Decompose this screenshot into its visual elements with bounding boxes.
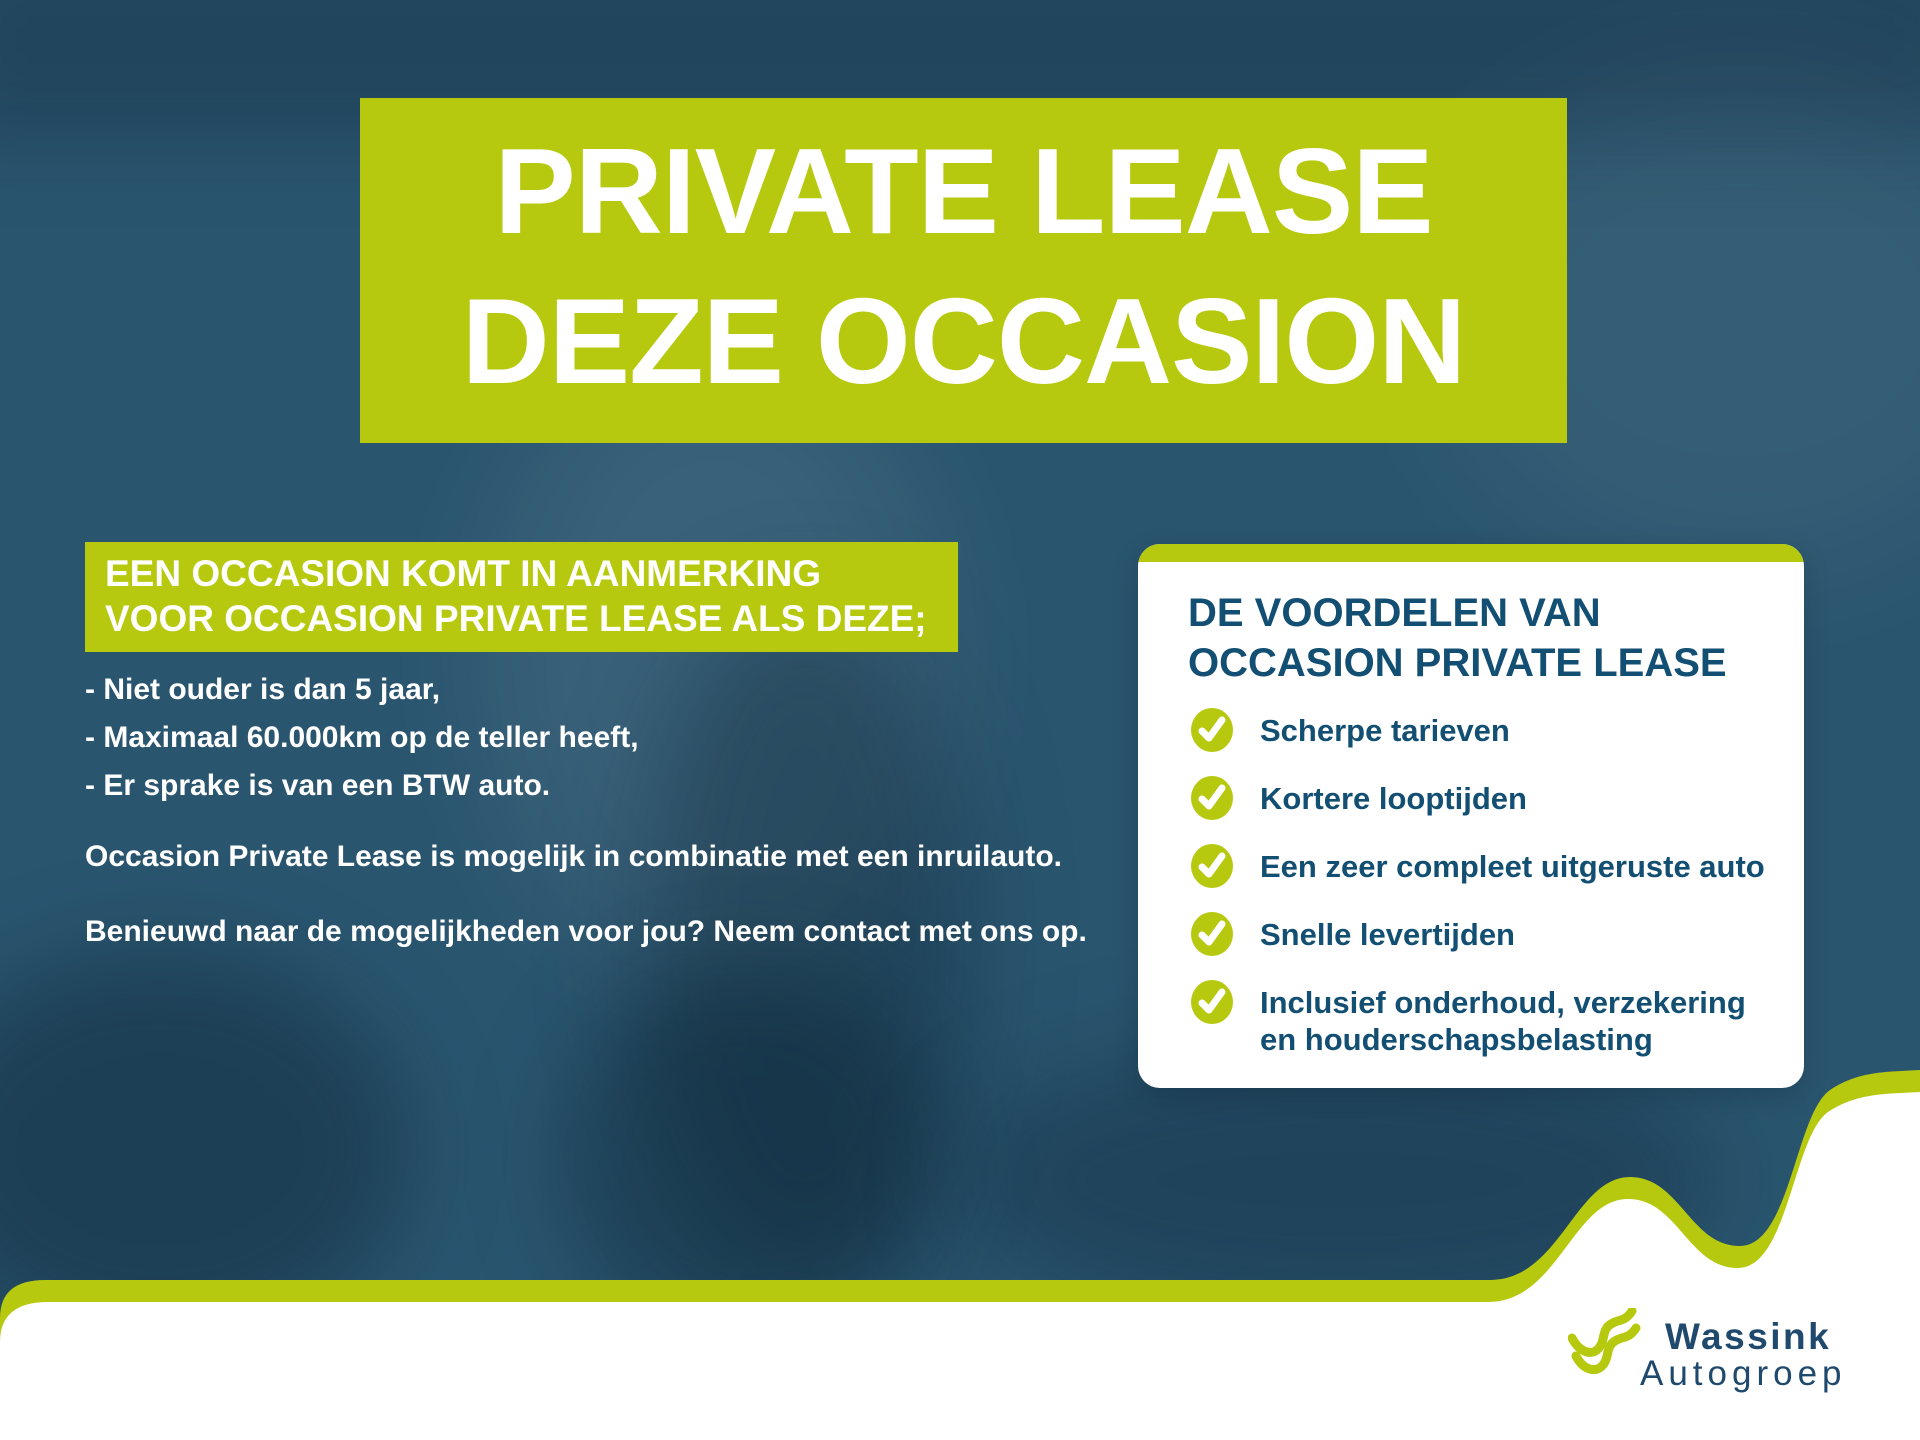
eligibility-heading (85, 542, 958, 652)
card-accent-bar (1138, 544, 1804, 562)
benefit-item (1190, 843, 1765, 889)
contact-note: Benieuwd naar de mogelijkheden voor jou? Neem contact met ons op. (85, 915, 1087, 948)
check-circle-icon (1190, 843, 1234, 889)
benefits-title-line-1: DE VOORDELEN VAN (1188, 591, 1601, 635)
benefit-item (1190, 775, 1527, 821)
title-line-2: DEZE OCCASION (461, 273, 1466, 409)
benefit-item (1190, 911, 1515, 957)
bullet-btw-auto: - Er sprake is van een BTW auto. (85, 769, 551, 802)
eligibility-heading-line-1: EEN OCCASION KOMT IN AANMERKING (105, 553, 822, 594)
title-line-1: PRIVATE LEASE (494, 123, 1433, 259)
bullet-max-age: - Niet ouder is dan 5 jaar, (85, 673, 441, 706)
check-circle-icon (1190, 979, 1234, 1025)
benefit-label: Een zeer compleet uitgeruste auto (1260, 849, 1765, 884)
benefit-label: Snelle levertijden (1260, 917, 1515, 952)
title-banner (360, 98, 1567, 443)
benefit-label: Inclusief onderhoud, verzekering en houderschapsbelasting (1260, 985, 1746, 1057)
benefits-title-line-2: OCCASION PRIVATE LEASE (1188, 641, 1727, 685)
bullet-max-km: - Maximaal 60.000km op de teller heeft, (85, 721, 639, 754)
eligibility-heading-line-2: VOOR OCCASION PRIVATE LEASE ALS DEZE; (105, 598, 927, 639)
wassink-autogroep-logo (1568, 1300, 1920, 1400)
check-circle-icon (1190, 775, 1234, 821)
check-circle-icon (1190, 707, 1234, 753)
benefits-title (1188, 588, 1804, 688)
logo-name-text: Wassink (1665, 1316, 1832, 1357)
trade-in-note: Occasion Private Lease is mogelijk in combinatie met een inruilauto. (85, 840, 1062, 873)
check-circle-icon (1190, 911, 1234, 957)
eligibility-bullet-list (85, 666, 639, 810)
benefit-label: Kortere looptijden (1260, 781, 1527, 816)
benefits-card (1138, 544, 1804, 1088)
benefit-item (1190, 707, 1510, 753)
logo-suffix-text: Autogroep (1640, 1354, 1847, 1393)
benefit-label: Scherpe tarieven (1260, 713, 1510, 748)
